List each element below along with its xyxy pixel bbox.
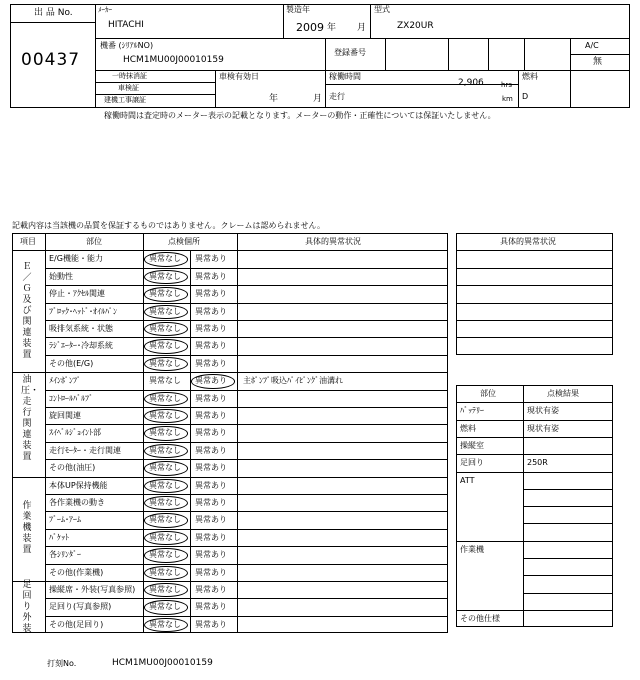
table-row [45, 564, 448, 581]
status-ng-label: 異常あり [195, 585, 227, 594]
table-row [45, 494, 448, 511]
status-ng-label: 異常あり [195, 619, 227, 629]
status-ng-label: 異常あり [195, 341, 227, 351]
status-ng-label: 異常あり [195, 515, 227, 525]
status-circle [144, 339, 188, 353]
results-part: ﾊﾞｯﾃﾘｰ [460, 406, 484, 416]
status-ng-label: 異常あり [195, 306, 227, 316]
status-ok-label: 異常なし [149, 532, 181, 542]
part-label: その他(E/G) [49, 358, 94, 368]
status-ng-label: 異常あり [195, 550, 227, 560]
status-ok-label: 異常なし [149, 411, 181, 420]
hours-unit: hrs [501, 81, 512, 89]
status-circle [144, 461, 188, 475]
model-label: 型式 [374, 5, 390, 14]
detail-box-header: 具体的異常状況 [500, 237, 556, 246]
status-ng-label: 異常あり [195, 532, 227, 542]
part-label: ﾒｲﾝﾎﾟﾝﾌﾟ [49, 376, 81, 386]
part-label: ﾊﾞｹｯﾄ [49, 532, 69, 542]
status-ok-label: 異常なし [149, 306, 181, 316]
month-unit: 月 [357, 23, 367, 33]
status-ng-label: 異常あり [195, 428, 227, 438]
status-ok-label: 異常なし [149, 463, 181, 473]
part-label: 操縦席・外装(写真参照) [49, 585, 136, 594]
status-circle [144, 531, 188, 545]
results-result-header: 点検結果 [547, 389, 579, 398]
part-label: ﾗｼﾞｴｰﾀｰ･冷却系統 [49, 341, 113, 351]
status-ng-label: 異常あり [195, 289, 227, 299]
hours-value: 2,906 [458, 78, 484, 88]
table-row [45, 250, 448, 267]
status-ok-label: 異常なし [149, 480, 181, 490]
part-label: その他(油圧) [49, 463, 96, 473]
construction-cert-label: 建機工事譲証 [104, 96, 146, 104]
part-label: ﾌﾞｰﾑ･ｱｰﾑ [49, 515, 81, 525]
year-label: 製造年 [286, 5, 310, 14]
results-part: 燃料 [460, 423, 476, 433]
model-value: ZX20UR [397, 21, 434, 31]
status-ok-label: 異常なし [149, 498, 181, 507]
status-circle [144, 618, 188, 632]
group-label: 足回り外装 [22, 579, 32, 634]
status-ng-label: 異常あり [195, 602, 227, 612]
status-ng-label: 異常あり [195, 358, 227, 368]
part-label: 停止・ｱｸｾﾙ関連 [49, 289, 105, 299]
status-circle [144, 600, 188, 614]
status-ok-label: 異常なし [149, 602, 181, 612]
group-label: 作業機装置 [22, 501, 32, 556]
fuel-label: 燃料 [522, 72, 538, 81]
other-spec-label: その他仕様 [460, 613, 500, 623]
col-item-header: 項目 [20, 237, 36, 246]
table-row [45, 268, 448, 285]
results-value: 250R [527, 458, 548, 468]
year-unit: 年 [327, 23, 337, 33]
status-ok-label: 異常なし [149, 567, 181, 577]
table-row [45, 424, 448, 441]
status-ng-label: 異常あり [195, 480, 227, 490]
table-row [45, 546, 448, 563]
ac-label: A/C [585, 41, 599, 50]
header-box [10, 4, 630, 108]
exhibit-number: 00437 [21, 50, 81, 70]
results-value: 現状有姿 [527, 423, 559, 433]
status-ok-label: 異常なし [149, 289, 181, 299]
status-ok-label: 異常なし [149, 271, 181, 281]
stamp-label: 打刻No. [47, 659, 77, 668]
status-ok-label: 異常なし [149, 428, 181, 438]
status-ok-label: 異常なし [149, 358, 181, 368]
results-part: 操縦室 [460, 440, 484, 450]
hours-label: 稼働時間 [329, 72, 361, 81]
part-label: その他(足回り) [49, 619, 104, 629]
status-circle [144, 392, 188, 406]
results-value: 現状有姿 [527, 406, 559, 416]
status-circle [144, 479, 188, 493]
part-label: 各作業機の動き [49, 498, 105, 507]
status-circle [144, 426, 188, 440]
km-unit: km [502, 95, 513, 103]
part-label: 足回り(写真参照) [49, 602, 112, 612]
status-circle [144, 305, 188, 319]
table-row [45, 529, 448, 546]
expiry-month-unit: 月 [313, 94, 323, 104]
status-ok-label: 異常なし [149, 376, 181, 386]
status-circle [144, 566, 188, 580]
col-check-header: 点検個所 [168, 237, 200, 246]
part-label: ｽｲﾍﾞﾙｼﾞｮｲﾝﾄ部 [49, 428, 101, 438]
status-ok-label: 異常なし [149, 445, 181, 455]
part-label: 吸排気系統・状態 [49, 324, 113, 333]
part-label: 旋回関連 [49, 411, 81, 420]
status-ng-label: 異常あり [195, 411, 227, 420]
temp-permit-label: 一時抹消証 [112, 72, 147, 80]
status-ok-label: 異常なし [149, 393, 181, 403]
status-ng-label: 異常あり [195, 498, 227, 507]
inspection-expiry-label: 車検有効日 [219, 72, 259, 81]
table-row [45, 616, 448, 633]
status-ng-label: 異常あり [195, 271, 227, 281]
col-detail-header: 具体的異常状況 [305, 237, 361, 246]
part-label: E/G機能・能力 [49, 254, 103, 264]
fuel-value: D [522, 92, 529, 101]
stamp-number: HCM1MU00J00010159 [112, 658, 213, 668]
status-circle [144, 513, 188, 527]
status-circle [144, 444, 188, 458]
hours-disclaimer: 稼働時間は査定時のメーター表示の記載となります。メーターの動作・正確性については保証いたしません。 [104, 111, 496, 120]
table-row [45, 511, 448, 528]
part-label: ﾌﾞﾛｯｸ･ﾍｯﾄﾞ･ｵｲﾙﾊﾟﾝ [49, 306, 117, 316]
status-ok-label: 異常なし [149, 254, 181, 264]
status-circle [144, 357, 188, 371]
part-label: ｺﾝﾄﾛｰﾙﾊﾞﾙﾌﾞ [49, 393, 93, 403]
status-ng-label: 異常あり [195, 376, 227, 386]
registration-label: 登録番号 [334, 48, 366, 57]
status-ng-label: 異常あり [195, 567, 227, 577]
status-ok-label: 異常なし [149, 550, 181, 560]
expiry-year-unit: 年 [269, 94, 279, 104]
table-row [45, 390, 448, 407]
status-ok-label: 異常なし [149, 324, 181, 333]
table-row [45, 459, 448, 476]
detail-text: 主ﾎﾟﾝﾌﾟ吸込ﾊﾟｲﾋﾟﾝｸﾞ油溝れ [243, 376, 343, 386]
status-circle [144, 287, 188, 301]
col-part-header: 部位 [86, 237, 102, 246]
status-circle [191, 374, 235, 388]
maker-value: HITACHI [108, 20, 144, 30]
status-ng-label: 異常あり [195, 254, 227, 264]
serial-value: HCM1MU00J00010159 [123, 55, 224, 65]
maker-label: ﾒｰｶｰ [98, 6, 112, 14]
status-ng-label: 異常あり [195, 393, 227, 403]
status-circle [144, 548, 188, 562]
status-ng-label: 異常あり [195, 445, 227, 455]
status-ng-label: 異常あり [195, 324, 227, 333]
travel-label: 走行 [329, 92, 345, 101]
status-circle [144, 252, 188, 266]
table-row [45, 285, 448, 302]
results-part: 足回り [460, 458, 484, 468]
inspection-cert-label: 車検証 [118, 84, 139, 92]
group-label: Ｅ／Ｇ及び関連装置 [22, 261, 32, 360]
results-part-header: 部位 [480, 389, 496, 398]
part-label: 各ｼﾘﾝﾀﾞｰ [49, 550, 81, 560]
status-ok-label: 異常なし [149, 515, 181, 525]
part-label: 始動性 [49, 271, 73, 281]
status-ok-label: 異常なし [149, 585, 181, 594]
ac-value: 無 [593, 57, 603, 67]
group-label: 油圧・走行関連装置 [21, 374, 40, 462]
status-circle [144, 270, 188, 284]
table-row [45, 355, 448, 372]
quality-disclaimer: 記載内容は当該機の品質を保証するものではありません。クレームは認められません。 [12, 221, 325, 230]
serial-label: 機番 (ｼﾘｱﾙNO) [100, 41, 154, 50]
work-label: 作業機 [460, 544, 484, 554]
status-ok-label: 異常なし [149, 341, 181, 351]
part-label: その他(作業機) [49, 567, 104, 577]
exhibit-label: 出 品 No. [34, 8, 73, 18]
table-row [45, 407, 448, 424]
status-ok-label: 異常なし [149, 619, 181, 629]
att-label: ATT [460, 475, 475, 485]
status-ng-label: 異常あり [195, 463, 227, 473]
year-value: 2009 [296, 21, 324, 34]
part-label: 走行ﾓｰﾀｰ・走行関連 [49, 445, 121, 455]
part-label: 本体UP保持機能 [49, 480, 108, 490]
